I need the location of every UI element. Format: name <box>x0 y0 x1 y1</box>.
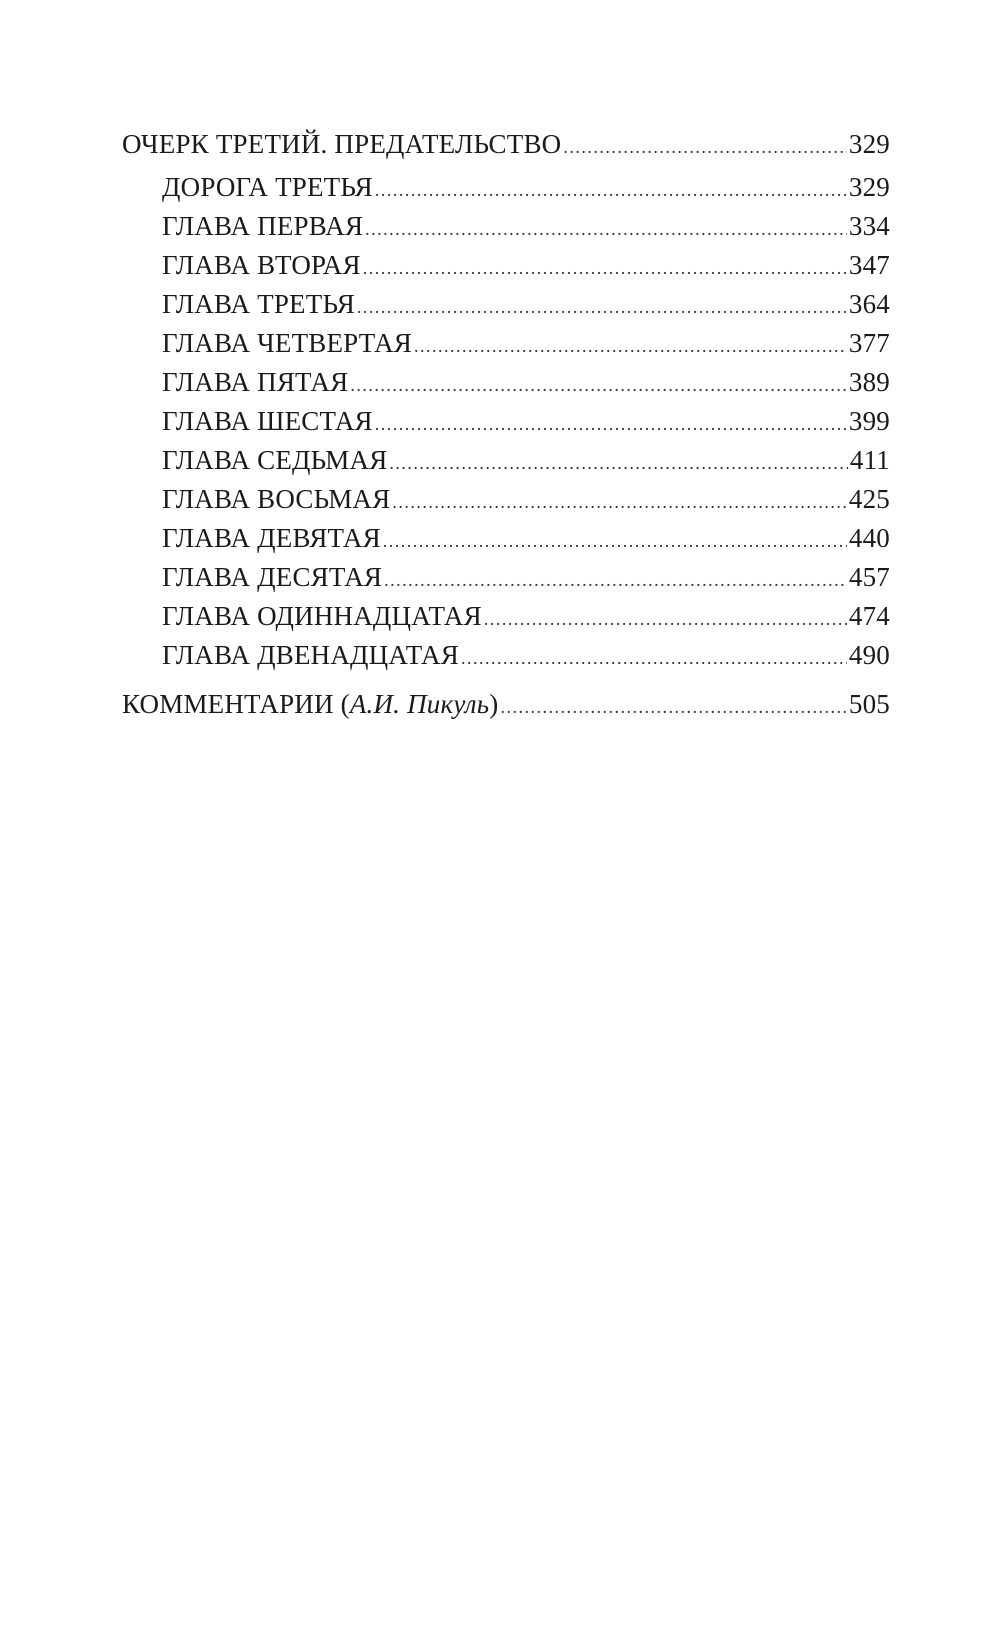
dot-leader <box>500 689 846 725</box>
dot-leader <box>461 640 847 676</box>
toc-entry-title: ГЛАВА ДЕВЯТАЯ <box>162 523 381 553</box>
toc-entry-chapter[interactable] <box>162 364 890 400</box>
toc-entry-title: ГЛАВА ПЯТАЯ <box>162 367 349 397</box>
toc-entry-chapter[interactable] <box>162 481 890 517</box>
toc-entry-title: ГЛАВА ВОСЬМАЯ <box>162 484 391 514</box>
toc-entry-page-number: 457 <box>848 562 890 592</box>
toc-entry-chapter[interactable] <box>162 169 890 205</box>
toc-entry-title: ГЛАВА ДВЕНАДЦАТАЯ <box>162 640 459 670</box>
toc-entry-comments[interactable] <box>122 686 890 722</box>
toc-entry-page-number: 364 <box>848 289 890 319</box>
comments-title-close: ) <box>489 689 499 719</box>
toc-entry-title: ОЧЕРК ТРЕТИЙ. ПРЕДАТЕЛЬСТВО <box>122 129 562 159</box>
toc-entry-chapter[interactable] <box>162 559 890 595</box>
toc-entry-title <box>122 686 498 722</box>
dot-leader <box>350 367 847 403</box>
dot-leader <box>357 289 847 325</box>
toc-entry-page-number: 425 <box>848 484 890 514</box>
toc-entry-title: ГЛАВА ШЕСТАЯ <box>162 406 373 436</box>
toc-entry-page-number: 440 <box>848 523 890 553</box>
toc-entry-chapter[interactable] <box>162 637 890 673</box>
dot-leader <box>363 250 847 286</box>
toc-entry-part-three[interactable] <box>122 126 890 162</box>
toc-entry-title: ГЛАВА ПЕРВАЯ <box>162 211 364 241</box>
toc-entry-page-number: 505 <box>848 689 890 719</box>
toc-entry-chapter[interactable] <box>162 325 890 361</box>
dot-leader <box>392 484 847 520</box>
toc-entry-title: ГЛАВА ОДИННАДЦАТАЯ <box>162 601 482 631</box>
dot-leader <box>375 172 847 208</box>
toc-entry-page-number: 377 <box>848 328 890 358</box>
comments-author: А.И. Пикуль <box>349 689 490 719</box>
toc-entry-chapter[interactable] <box>162 598 890 634</box>
toc-entry-title: ГЛАВА ЧЕТВЕРТАЯ <box>162 328 412 358</box>
toc-entry-page-number: 347 <box>848 250 890 280</box>
toc-entry-title: ГЛАВА ВТОРАЯ <box>162 250 361 280</box>
toc-entry-chapter[interactable] <box>162 520 890 556</box>
toc-entry-title: ГЛАВА ТРЕТЬЯ <box>162 289 355 319</box>
comments-title-text: КОММЕНТАРИИ ( <box>122 689 350 719</box>
toc-entry-chapter[interactable] <box>162 286 890 322</box>
dot-leader <box>384 562 847 598</box>
dot-leader <box>484 601 847 637</box>
toc-entry-page-number: 411 <box>849 445 890 475</box>
toc-entry-chapter[interactable] <box>162 247 890 283</box>
toc-entry-chapter[interactable] <box>162 442 890 478</box>
dot-leader <box>383 523 847 559</box>
toc-entry-title: ГЛАВА ДЕСЯТАЯ <box>162 562 383 592</box>
toc-entry-page-number: 474 <box>848 601 890 631</box>
toc-entry-chapter[interactable] <box>162 403 890 439</box>
toc-entry-title: ГЛАВА СЕДЬМАЯ <box>162 445 388 475</box>
dot-leader <box>375 406 847 442</box>
toc-entry-page-number: 334 <box>848 211 890 241</box>
toc-entry-page-number: 399 <box>848 406 890 436</box>
toc-entry-page-number: 490 <box>848 640 890 670</box>
dot-leader <box>389 445 847 481</box>
dot-leader <box>365 211 847 247</box>
dot-leader <box>414 328 847 364</box>
toc-entry-page-number: 329 <box>848 172 890 202</box>
dot-leader <box>563 129 847 165</box>
toc-entry-page-number: 389 <box>848 367 890 397</box>
toc-entry-title: ДОРОГА ТРЕТЬЯ <box>162 172 373 202</box>
toc-entry-chapter[interactable] <box>162 208 890 244</box>
toc-entry-page-number: 329 <box>848 129 890 159</box>
